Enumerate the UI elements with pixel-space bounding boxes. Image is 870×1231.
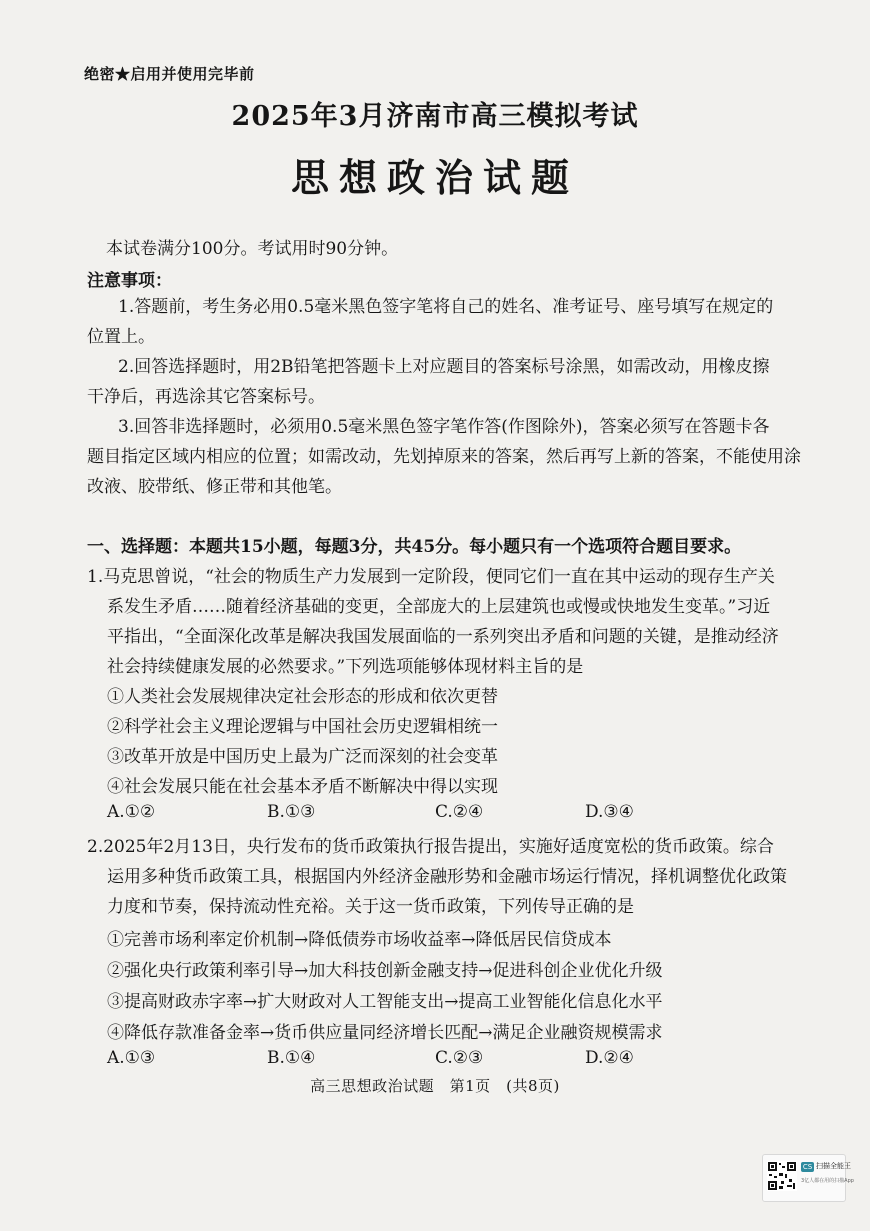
notice-line: 干净后，再选涂其它答案标号。 xyxy=(87,387,325,407)
scanner-watermark xyxy=(762,1154,854,1202)
option-b: B.①③ xyxy=(267,802,316,822)
scanner-app-name: 扫描全能王 xyxy=(816,1162,851,1170)
question-2-item: ②强化央行政策利率引导→加大科技创新金融支持→促进科创企业优化升级 xyxy=(107,961,663,981)
question-2-item: ①完善市场利率定价机制→降低债券市场收益率→降低居民信贷成本 xyxy=(107,930,612,950)
notice-line: 2.回答选择题时，用2B铅笔把答题卡上对应题目的答案标号涂黑，如需改动，用橡皮擦 xyxy=(118,357,770,377)
question-2-stem: 运用多种货币政策工具，根据国内外经济金融形势和金融市场运行情况，择机调整优化政策 xyxy=(107,867,787,887)
option-c: C.②④ xyxy=(435,802,484,822)
confidential-label: 绝密★启用并使用完毕前 xyxy=(84,65,255,83)
qr-code-icon xyxy=(767,1161,797,1191)
section-heading: 一、选择题：本题共15小题，每题3分，共45分。每小题只有一个选项符合题目要求。 xyxy=(87,537,742,557)
intro-text: 本试卷满分100分。考试用时90分钟。 xyxy=(106,239,399,259)
question-1-stem: 系发生矛盾……随着经济基础的变更，全部庞大的上层建筑也或慢或快地发生变革。”习近 xyxy=(107,597,771,617)
option-d: D.②④ xyxy=(585,1048,634,1068)
question-1-item: ①人类社会发展规律决定社会形态的形成和依次更替 xyxy=(107,687,498,707)
notice-heading: 注意事项： xyxy=(87,271,172,291)
scanner-badge: CS xyxy=(802,1163,813,1171)
notice-line: 改液、胶带纸、修正带和其他笔。 xyxy=(87,477,342,497)
notice-line: 1.答题前，考生务必用0.5毫米黑色签字笔将自己的姓名、准考证号、座号填写在规定的 xyxy=(118,297,774,317)
question-1-item: ④社会发展只能在社会基本矛盾不断解决中得以实现 xyxy=(107,777,498,797)
question-1-stem: 平指出，“全面深化改革是解决我国发展面临的一系列突出矛盾和问题的关键，是推动经济 xyxy=(107,627,779,647)
question-2-item: ④降低存款准备金率→货币供应量同经济增长匹配→满足企业融资规模需求 xyxy=(107,1023,663,1043)
page-footer: 高三思想政治试题 第1页 (共8页) xyxy=(310,1077,560,1095)
question-1-item: ②科学社会主义理论逻辑与中国社会历史逻辑相统一 xyxy=(107,717,498,737)
exam-title: 2025年3月济南市高三模拟考试 xyxy=(231,101,639,132)
subject-title: 思想政治试题 xyxy=(290,155,579,200)
question-2-stem: 力度和节奏，保持流动性充裕。关于这一货币政策，下列传导正确的是 xyxy=(107,897,634,917)
option-d: D.③④ xyxy=(585,802,634,822)
question-1-item: ③改革开放是中国历史上最为广泛而深刻的社会变革 xyxy=(107,747,498,767)
question-1-stem: 社会持续健康发展的必然要求。”下列选项能够体现材料主旨的是 xyxy=(107,657,584,677)
notice-line: 位置上。 xyxy=(87,327,155,347)
option-b: B.①④ xyxy=(267,1048,316,1068)
option-a: A.①③ xyxy=(107,1048,156,1068)
notice-line: 3.回答非选择题时，必须用0.5毫米黑色签字笔作答(作图除外)，答案必须写在答题卡各 xyxy=(118,417,770,437)
question-1-stem: 1.马克思曾说，“社会的物质生产力发展到一定阶段，便同它们一直在其中运动的现存生产关 xyxy=(87,567,775,587)
option-a: A.①② xyxy=(107,802,156,822)
question-2-item: ③提高财政赤字率→扩大财政对人工智能支出→提高工业智能化信息化水平 xyxy=(107,992,663,1012)
question-2-stem: 2.2025年2月13日，央行发布的货币政策执行报告提出，实施好适度宽松的货币政策。综合 xyxy=(87,837,774,857)
notice-line: 题目指定区域内相应的位置；如需改动，先划掉原来的答案，然后再写上新的答案，不能使用涂 xyxy=(87,447,801,467)
option-c: C.②③ xyxy=(435,1048,484,1068)
scanner-tagline: 3亿人都在用的扫描App xyxy=(801,1178,854,1184)
